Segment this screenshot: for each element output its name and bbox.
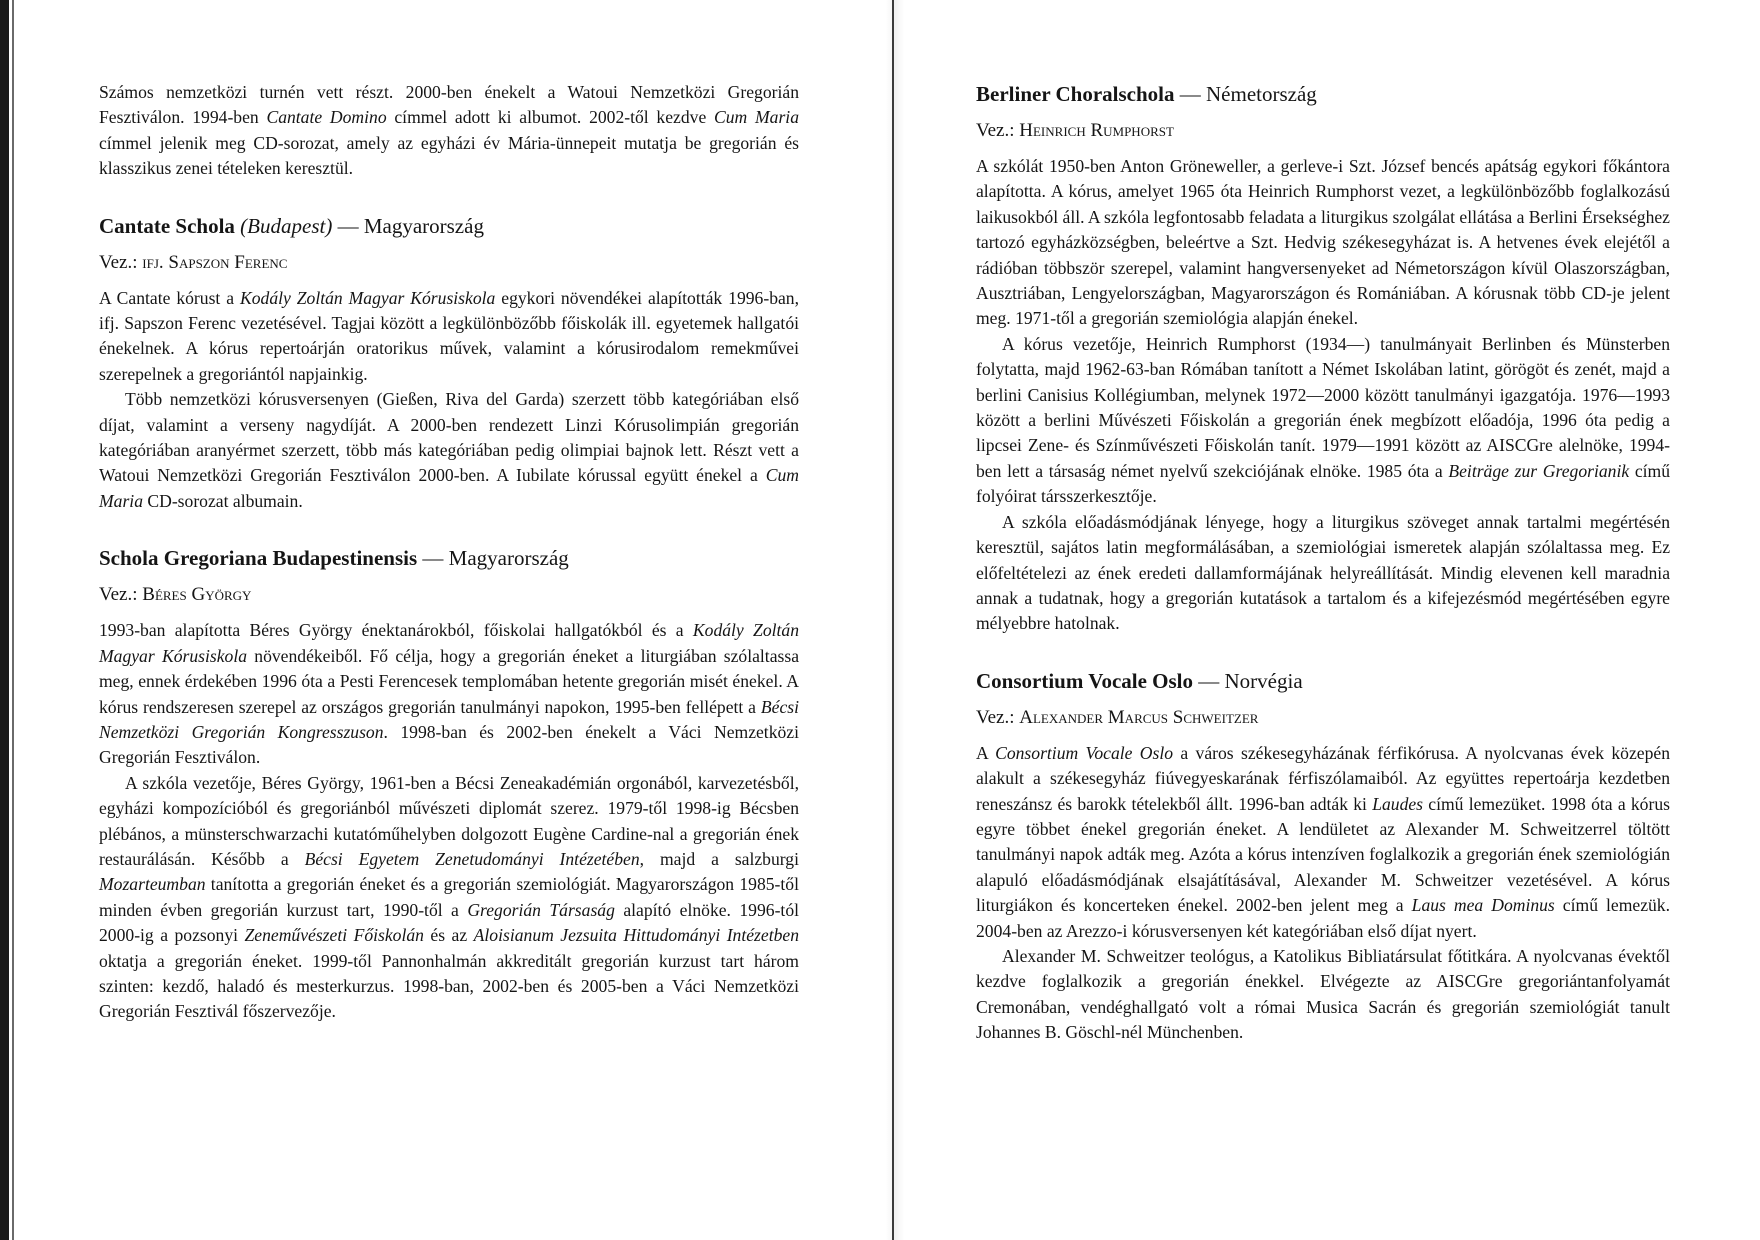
choir-country: — Németország <box>1174 82 1317 106</box>
italic-text: Cum Maria <box>714 107 799 128</box>
choir-country: — Magyarország <box>417 546 569 571</box>
director-line <box>99 582 799 608</box>
director-line <box>976 705 1670 731</box>
director-line <box>976 118 1670 144</box>
text-run: Több nemzetközi kórusversenyen (Gießen, Riva del Garda) szerzett több kategóriában első díjat, valamint a verseny nagydíját. A 2000-ben rendezett Linzi Kórusolimpián gregorián kategóriában aranyérmet szerzett, több más kategóriában pedig olimpiai bajnok lett. Részt vett a Watoui Nemzetközi Gregorián Fesztiválon 2000-ben. A Iubilate kórussal együtt énekel a <box>99 389 799 486</box>
director-name: ifj. Sapszon Ferenc <box>142 251 288 273</box>
text-run: alapító elnöke. 1996-tól 2000-ig a pozsonyi <box>99 899 800 946</box>
section-consortium-vocale-oslo <box>976 667 1670 1046</box>
text-run: tanította a gregorián éneket és a gregorián szemiológiát. Magyarországon 1985-től minden évben gregorián kurzust tart, 1990-től a <box>99 874 799 920</box>
italic-text: Aloisianum Jezsuita Hittudományi Intézetben <box>473 925 799 946</box>
italic-text: Consortium Vocale Oslo <box>995 742 1174 763</box>
intro-paragraph <box>99 80 799 182</box>
text-run: A szkóla előadásmódjának lényege, hogy a liturgikus szöveget annak tartalmi megértésén keresztül, sajátos latin megformálásában, a szemiológiai ismeretek alapján szólaltassa meg. Ez előfeltételezi az ének eredeti dallamformájának helyreállítását. Mindig elevenen kell maradnia annak a tudatnak, hogy a gregorián kutatások a tartalom és a kifejezésmód megértésében egyre mélyebbre hatolnak. <box>976 511 1670 634</box>
section-cantate-schola <box>99 212 799 515</box>
body-paragraph <box>99 618 799 770</box>
body-paragraph <box>976 332 1670 510</box>
body-paragraph <box>99 286 799 388</box>
section-schola-gregoriana-budapestinensis <box>99 544 799 1025</box>
text-run: A szkóla vezetője, Béres György, 1961-ben a Bécsi Zeneakadémián orgonából, karvezetésből, egyházi kompozícióból és gregoriánból művészeti diplomát szerez. 1979-től 1998-ig Bécsben plébános, a münsterschwarzachi kutatóműhelyben dolgozott Eugène Cardine-nal a gregorián ének restaurálásán. Később a <box>99 772 799 869</box>
italic-text: Beiträge zur Gregorianik <box>1448 460 1630 481</box>
text-run: címmel jelenik meg CD-sorozat, amely az egyházi év Mária-ünnepeit mutatja be gregorián és klasszikus zenei tételeken keresztül. <box>99 132 799 179</box>
text-run: , majd a salzburgi <box>639 848 799 869</box>
director-name: Alexander Marcus Schweitzer <box>1019 706 1259 728</box>
choir-name: Schola Gregoriana Budapestinensis <box>99 546 418 571</box>
director-prefix: Vez.: <box>99 584 143 606</box>
text-run: egykori növendékei alapították 1996-ban, ifj. Sapszon Ferenc vezetésével. Tagjai között a legkülönbözőbb főiskolák ill. egyetemek hallgatói énekelnek. A kórus repertoárján oratorikus művek, valamint a kórusirodalom remekművei szerepelnek a gregoriántól napjainkig. <box>99 287 799 384</box>
director-prefix: Vez.: <box>976 120 1020 141</box>
italic-text: Cantate Domino <box>266 107 387 128</box>
book-spine-shadow <box>886 0 904 1240</box>
choir-country: — Magyarország <box>332 213 484 238</box>
body-paragraph <box>99 771 799 1025</box>
italic-text: Bécsi Nemzetközi Gregorián Kongresszuson <box>99 696 799 742</box>
page-edge-left-line <box>12 0 14 1240</box>
text-run: A kórus vezetője, Heinrich Rumphorst (1934—) tanulmányait Berlinben és Münsterben folytatta, majd 1962-63-ban Rómában tanított a Német Iskolában latint, görögöt és zenét, majd a berlini Canisius Kollégiumban, melynek 1972—2000 között tanulmányi igazgatója. 1976—1993 között a berlini Művészeti Főiskolán a gregorián ének megbízott előadója, 1996 óta pedig a lipcsei Zene- és Színművészeti Főiskolán tanít. 1979—1991 között az AISCGre alelnöke, 1994-ben lett a társaság német nyelvű szekciójának elnöke. 1985 óta a <box>976 333 1670 481</box>
section-heading <box>99 212 799 240</box>
italic-text: Cum Maria <box>99 465 799 511</box>
text-run: CD-sorozat albumain. <box>142 490 303 511</box>
text-run: A Cantate kórust a <box>99 287 240 308</box>
text-run: oktatja a gregorián éneket. 1999-től Pannonhalmán akkreditált gregorián kurzust tart három szinten: kezdő, haladó és mesterkurzus. 1998-ban, 2002-ben és 2005-ben a Váci Nemzetközi Gregorián Fesztivál főszervezője. <box>99 950 799 1022</box>
text-run: A <box>976 742 996 763</box>
text-run: a város székesegyházának férfikórusa. A nyolcvanas évek közepén alakult a székesegyház fiúvegyeskarának férfiszólamaiból. Az együttes repertoárja kezdetben reneszánsz és barokk tételekből állt. 1996-ban adták ki <box>976 742 1670 814</box>
choir-name: Cantate Schola <box>99 213 235 238</box>
director-name: Heinrich Rumphorst <box>1019 120 1174 141</box>
director-line <box>99 250 799 276</box>
text-run: és az <box>423 925 474 946</box>
section-heading <box>976 80 1670 108</box>
text-run: című lemezük. 2004-ben az Arezzo-i kórusversenyen két kategóriában első díjat nyert. <box>976 895 1671 941</box>
text-run: növendékeiből. Fő célja, hogy a gregorián éneket a liturgiában szólaltassa meg, ennek érdekében 1996 óta a Pesti Ferencesek templomában hetente gregorián misét énekel. A kórus rendszeresen szerepel az országos gregorián tanulmányi napokon, 1995-ben fellépett a <box>99 645 800 717</box>
choir-name: Consortium Vocale Oslo <box>976 668 1194 693</box>
body-paragraph <box>976 510 1670 637</box>
body-paragraph <box>976 944 1670 1046</box>
choir-country: — Norvégia <box>1193 668 1303 693</box>
right-page <box>976 80 1670 1046</box>
italic-text: Mozarteumban <box>99 874 206 895</box>
choir-name: Berliner Choralschola <box>976 82 1175 106</box>
director-name: Béres György <box>142 584 252 606</box>
text-run: 1993-ban alapította Béres György énektanárokból, főiskolai hallgatókból és a <box>99 620 693 641</box>
body-paragraph <box>99 387 799 514</box>
italic-text: Laudes <box>1372 793 1424 814</box>
section-heading <box>976 667 1670 695</box>
director-prefix: Vez.: <box>976 706 1020 728</box>
choir-city: (Budapest) <box>240 213 333 238</box>
book-spine <box>892 0 894 1240</box>
body-paragraph <box>976 154 1670 332</box>
page-edge-left <box>0 0 9 1240</box>
body-paragraph <box>976 741 1670 944</box>
text-run: című lemezüket. 1998 óta a kórus egyre többet énekel gregorián éneket. A lendületet az Alexander M. Schweitzerrel töltött tanulmányi napok adták meg. Azóta a kórus intenzíven foglalkozik a gregorián ének szemiológián alapuló előadásmódjának elsajátításával, Alexander M. Schweitzer vezetésével. A kórus liturgiákon és koncerteken énekel. 2002-ben jelent meg a <box>976 793 1670 916</box>
italic-text: Laus mea Dominus <box>1411 895 1555 916</box>
text-run: Alexander M. Schweitzer teológus, a Katolikus Bibliatársulat főtitkára. A nyolcvanas évektől kezdve foglalkozik a gregorián énekkel. Elvégezte az AISCGre gregoriántanfolyamát Cremonában, vendéghallgató volt a római Musica Sacrán és gregorián szemiológiát tanult Johannes B. Göschl-nél Münchenben. <box>976 945 1670 1043</box>
italic-text: Zeneművészeti Főiskolán <box>244 925 424 946</box>
section-heading <box>99 544 799 572</box>
italic-text: Gregorián Társaság <box>467 899 615 920</box>
director-prefix: Vez.: <box>99 251 143 273</box>
italic-text: Kodály Zoltán Magyar Kórusiskola <box>99 620 799 666</box>
left-page <box>99 80 799 1025</box>
text-run: . 1998-ban és 2002-ben énekelt a Váci Nemzetközi Gregorián Fesztiválon. <box>99 721 799 768</box>
italic-text: Bécsi Egyetem Zenetudományi Intézetében <box>304 848 640 869</box>
text-run: című folyóirat társszerkesztője. <box>976 460 1671 507</box>
italic-text: Kodály Zoltán Magyar Kórusiskola <box>240 287 496 308</box>
text-run: címmel adott ki albumot. 2002-től kezdve <box>386 107 715 128</box>
text-run: Számos nemzetközi turnén vett részt. 2000-ben énekelt a Watoui Nemzetközi Gregorián Fesztiválon. 1994-ben <box>99 82 799 128</box>
section-berliner-choralschola <box>976 80 1670 637</box>
text-run: A szkólát 1950-ben Anton Gröneweller, a gerleve-i Szt. József bencés apátság egykori főkántora alapította. A kórus, amelyet 1965 óta Heinrich Rumphorst vezet, a legkülönbözőbb foglalkozású laikusokból áll. A szkóla legfontosabb feladata a liturgikus szolgálat ellátása a Berlini Érsekséghez tartozó egyházközségben, beleértve a Szt. Hedvig székesegyházat is. A hetvenes évek elejétől a rádióban többször szerepel, valamint hangversenyeket ad Németországon kívül Olaszországban, Ausztriában, Lengyelországban, Magyarországon és Romániában. A kórusnak több CD-je jelent meg. 1971-től a gregorián szemiológia alapján énekel. <box>976 156 1670 329</box>
